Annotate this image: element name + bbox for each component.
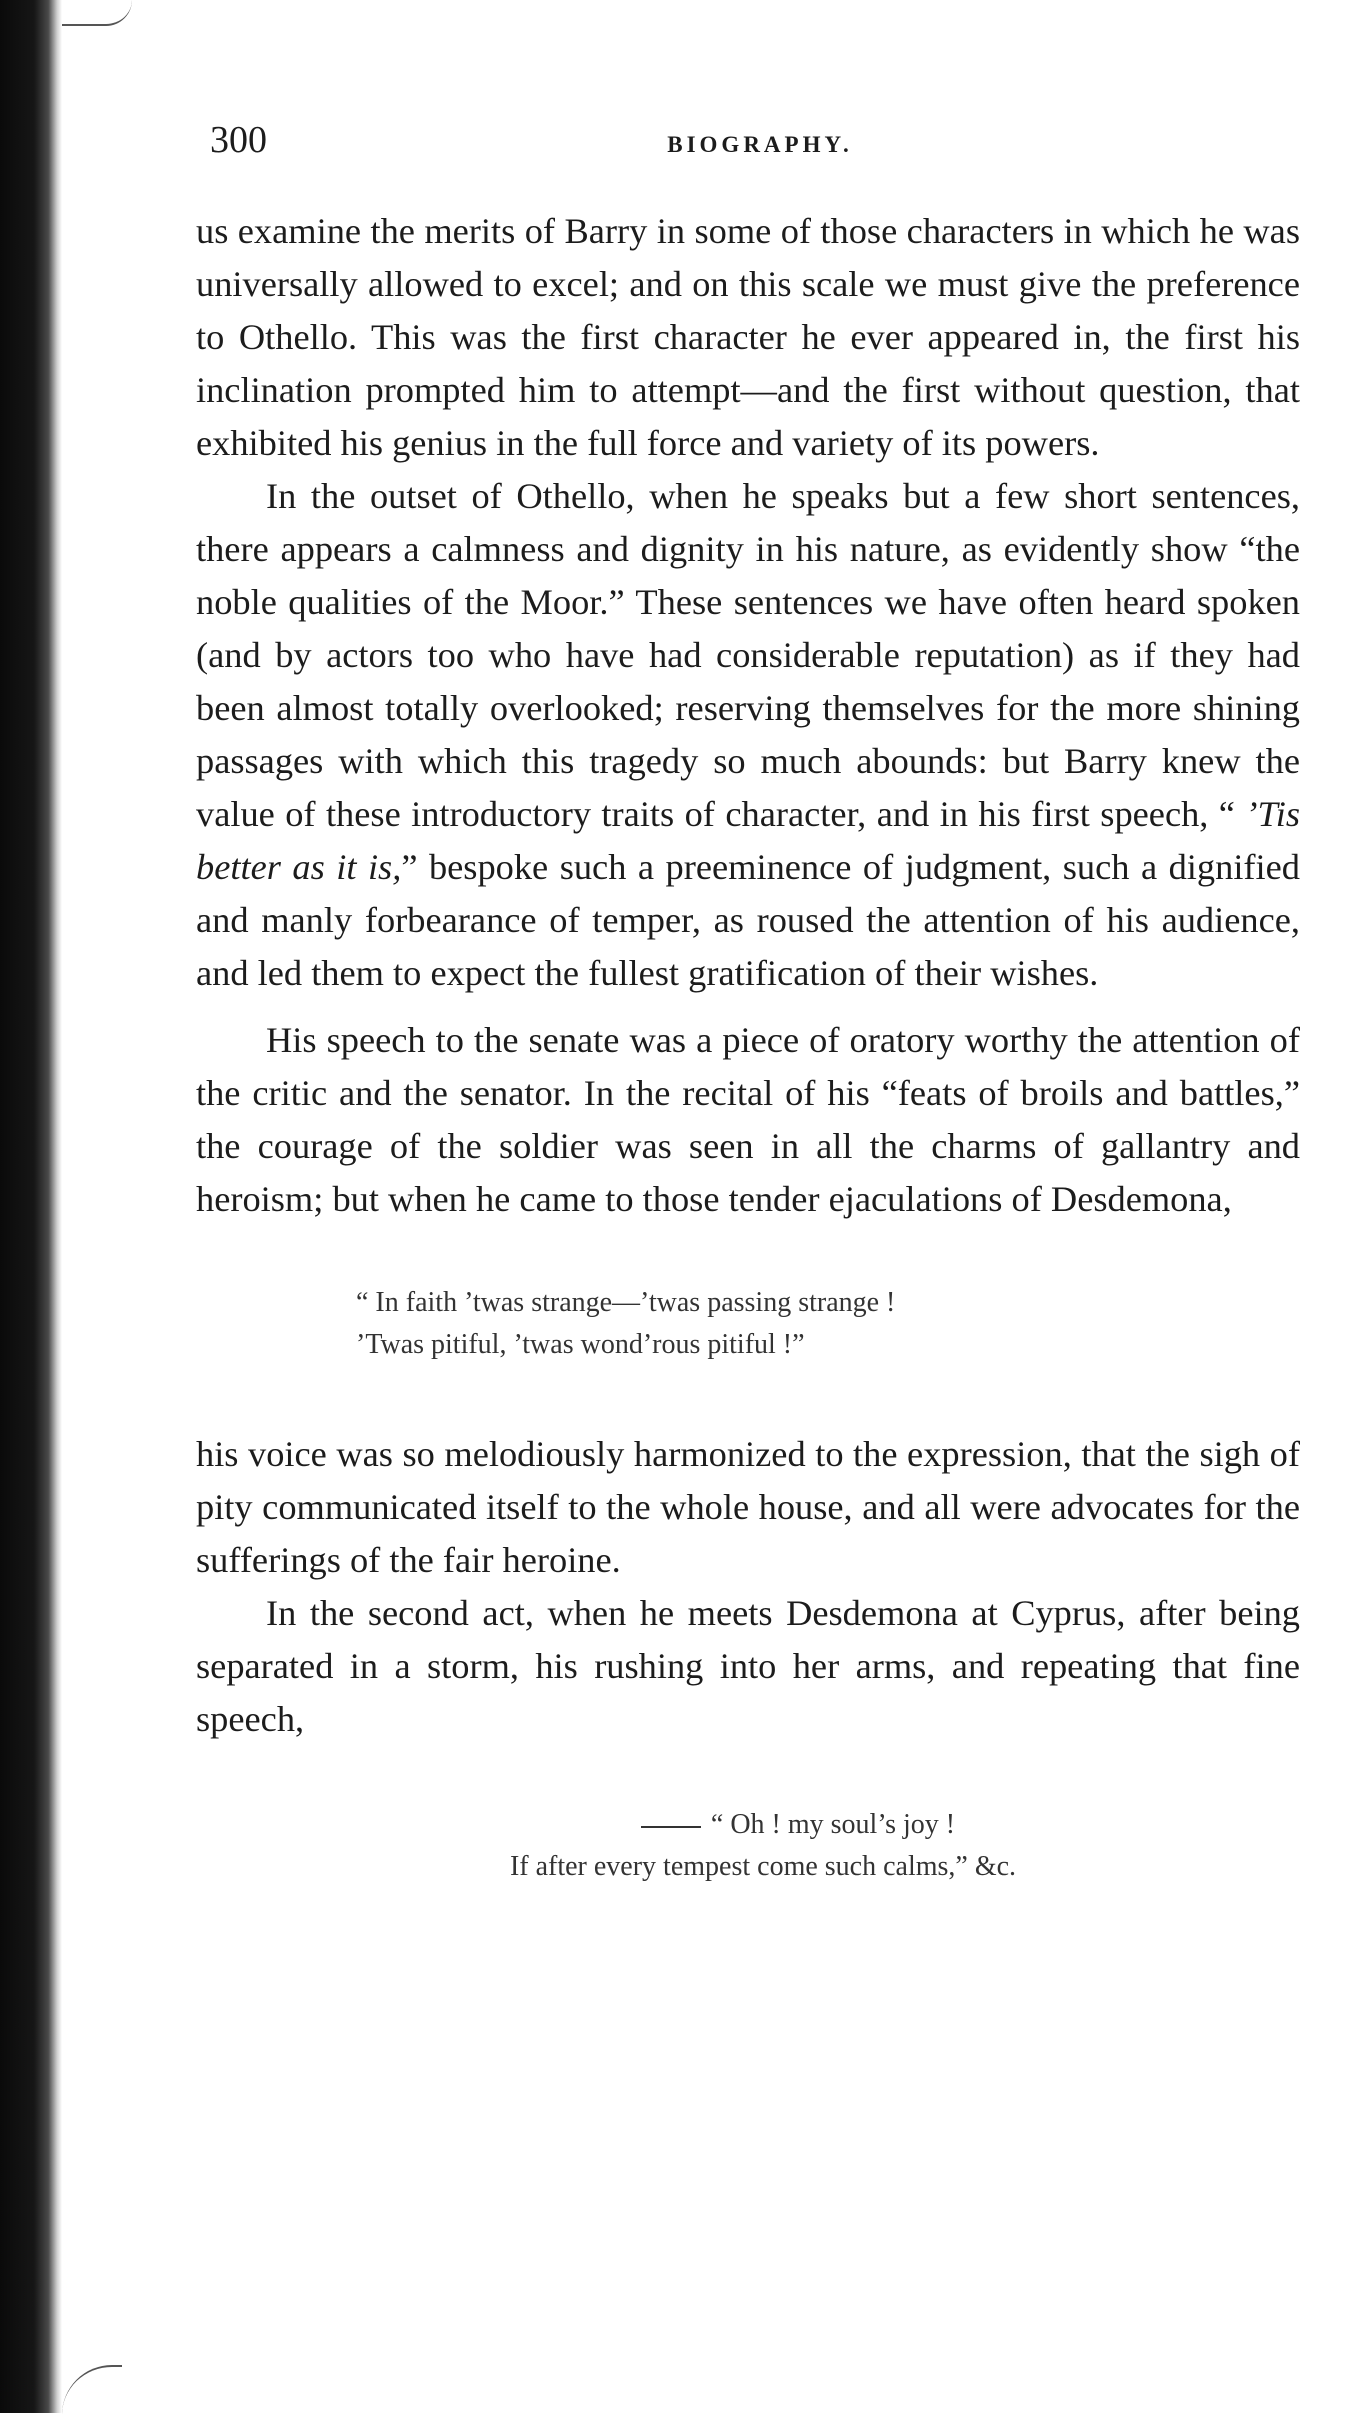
paragraph-2-text-a: In the outset of Othello, when he speaks but a few short sentences, there appears a calmness and dignity in his nature, as evidently show “the noble qualities of the Moor.” These sentences we have often heard spoken (and by actors too who have had considerable reputation) as if they had been almost totally overlooked; reserving themselves for the more shining passages with which this tragedy so much abounds: but Barry knew the value of these introductory traits of character, and in his first speech, “ <box>196 476 1300 834</box>
paragraph-2-text-b: ” bespoke such a preeminence of judgment, such a dignified and manly forbearance of temper, as roused the attention of his audience, and led them to expect the fullest gratification of their wishes. <box>196 847 1300 993</box>
verse-quote-1-line-1: “ In faith ’twas strange—’twas passing strange ! <box>356 1287 896 1318</box>
verse-quote-1 <box>196 1282 1300 1366</box>
verse-quote-2 <box>196 1804 1300 1888</box>
paragraph-4: his voice was so melodiously harmonized to the expression, that the sigh of pity communicated itself to the whole house, and all were advocates for the sufferings of the fair heroine. <box>196 1434 1300 1580</box>
page-header <box>210 118 1310 178</box>
book-binding-edge <box>0 0 62 2413</box>
verse-quote-2-line-2: If after every tempest come such calms,” &c. <box>509 1851 1017 1882</box>
running-head: BIOGRAPHY. <box>667 132 853 157</box>
page-fold-bottom <box>62 2365 122 2415</box>
verse-quote-2-line-1-text: “ Oh ! my soul’s joy ! <box>710 1809 956 1840</box>
paragraph-2 <box>196 470 1300 1000</box>
em-dash-rule <box>641 1826 701 1828</box>
verse-quote-1-line-2: ’Twas pitiful, ’twas wond’rous pitiful !” <box>356 1329 805 1360</box>
verse-quote-2-line-1 <box>226 1804 1300 1846</box>
paragraph-5: In the second act, when he meets Desdemona at Cyprus, after being separated in a storm, his rushing into her arms, and repeating that fine speech, <box>196 1593 1300 1739</box>
paragraph-2-italic-quote: ’Tis better as it is, <box>196 794 1300 887</box>
page-number: 300 <box>210 119 267 161</box>
body-text <box>196 205 1300 1888</box>
paragraph-3: His speech to the senate was a piece of oratory worthy the attention of the critic and the senator. In the recital of his “feats of broils and battles,” the courage of the soldier was seen in all the charms of gallantry and heroism; but when he came to those tender ejaculations of Desdemona, <box>196 1020 1300 1219</box>
page-fold-top <box>62 0 132 26</box>
paragraph-1: us examine the merits of Barry in some of those characters in which he was universally allowed to excel; and on this scale we must give the preference to Othello. This was the first character he ever appeared in, the first his inclination prompted him to attempt—and the first without question, that exhibited his genius in the full force and variety of its powers. <box>196 211 1300 463</box>
